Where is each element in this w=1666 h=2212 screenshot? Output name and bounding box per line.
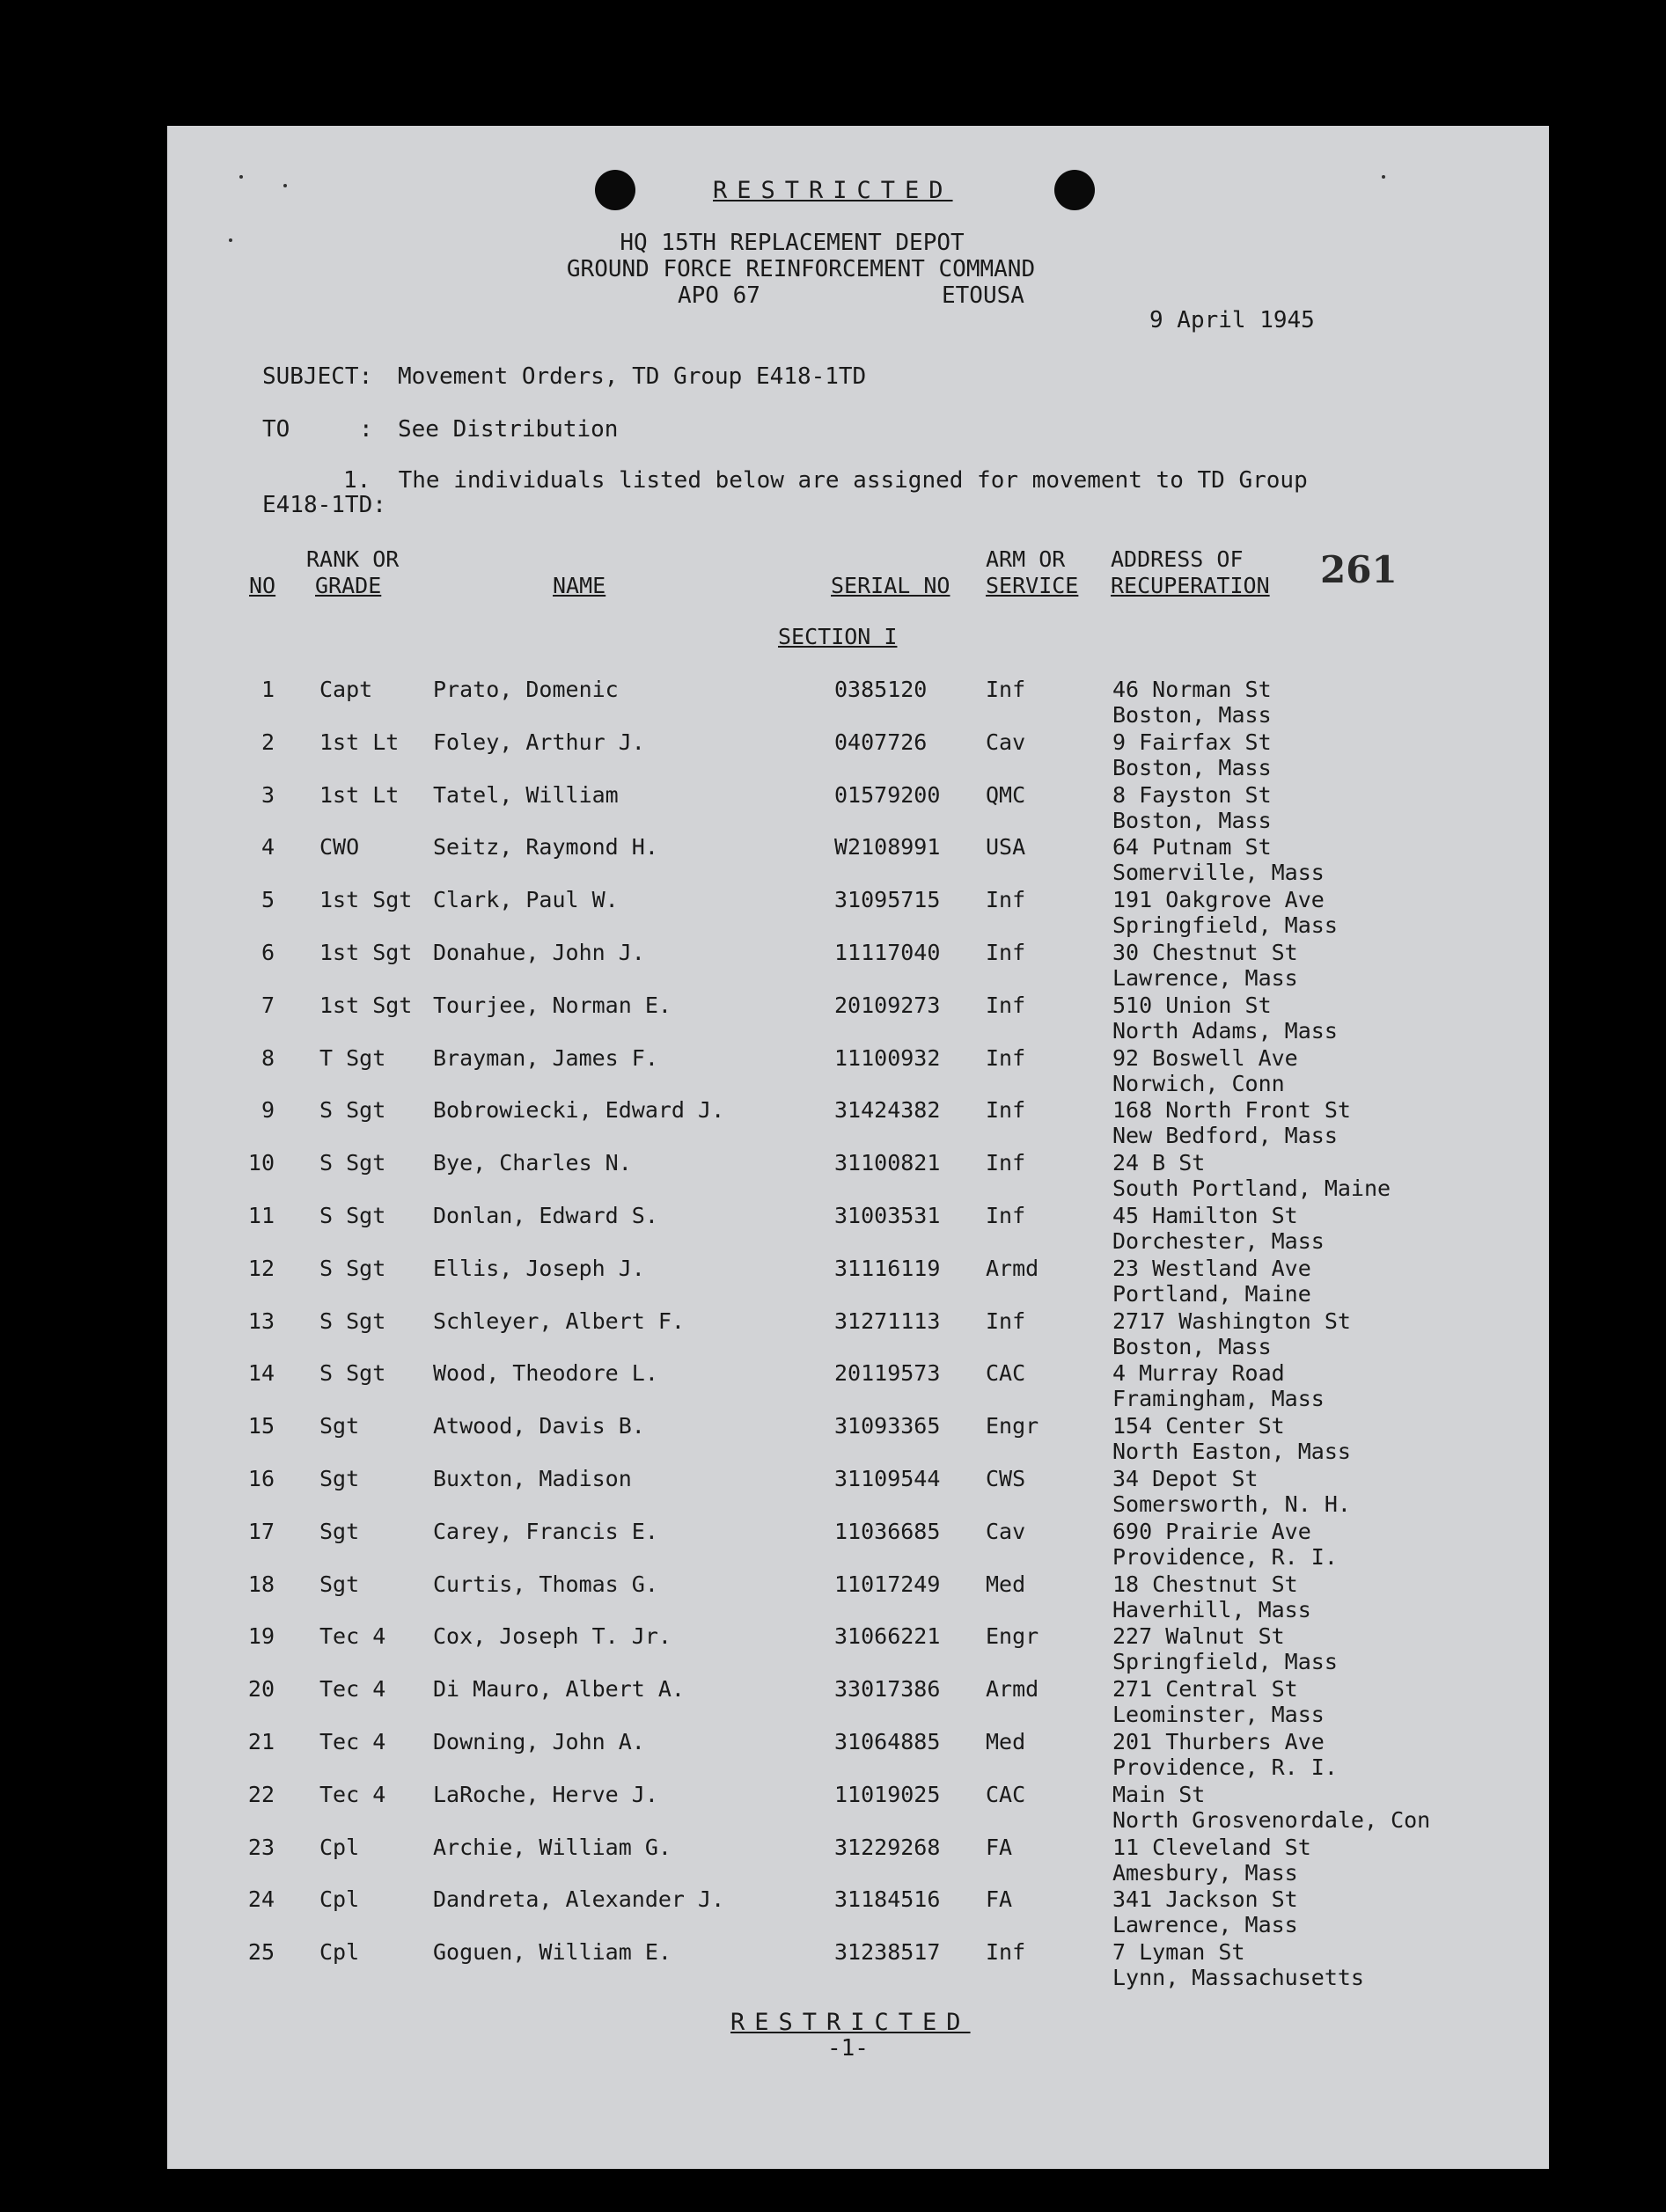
row-address-city: Portland, Maine	[1112, 1281, 1311, 1307]
row-no: 7	[261, 992, 275, 1018]
row-rank: Sgt	[319, 1413, 360, 1439]
row-serial: 20109273	[834, 992, 941, 1018]
speck	[283, 184, 287, 187]
row-arm: Inf	[986, 940, 1026, 965]
row-arm: Inf	[986, 1150, 1026, 1176]
row-arm: CAC	[986, 1782, 1026, 1807]
col-arm-line1: ARM OR	[986, 546, 1066, 572]
col-rank-line1: RANK OR	[306, 546, 400, 572]
row-no: 2	[261, 729, 275, 755]
row-serial: 31003531	[834, 1203, 941, 1228]
row-address-city: Leominster, Mass	[1112, 1702, 1325, 1727]
row-arm: Inf	[986, 887, 1026, 912]
row-address-city: Somersworth, N. H.	[1112, 1491, 1351, 1517]
row-no: 24	[247, 1886, 275, 1912]
row-address-city: Lawrence, Mass	[1112, 965, 1298, 991]
row-address-city: Somerville, Mass	[1112, 860, 1325, 885]
speck	[229, 238, 232, 242]
row-rank: 1st Lt	[319, 782, 400, 808]
document-date: 9 April 1945	[1149, 307, 1315, 333]
row-arm: Armd	[986, 1676, 1039, 1702]
row-arm: USA	[986, 834, 1026, 860]
col-rank-line2: GRADE	[315, 573, 382, 598]
paragraph-1-line-1: 1. The individuals listed below are assigned for movement to TD Group	[343, 467, 1308, 494]
row-arm: CAC	[986, 1360, 1026, 1386]
row-address-street: 154 Center St	[1112, 1413, 1285, 1439]
row-address-city: North Easton, Mass	[1112, 1439, 1351, 1464]
row-address-street: 8 Fayston St	[1112, 782, 1272, 808]
row-arm: Inf	[986, 1203, 1026, 1228]
row-arm: Inf	[986, 1939, 1026, 1965]
row-address-street: Main St	[1112, 1782, 1206, 1807]
row-serial: 31095715	[834, 887, 941, 912]
row-arm: Med	[986, 1729, 1026, 1754]
row-rank: Sgt	[319, 1519, 360, 1544]
row-address-street: 227 Walnut St	[1112, 1623, 1285, 1649]
col-addr-line1: ADDRESS OF	[1111, 546, 1244, 572]
row-no: 23	[247, 1835, 275, 1860]
row-name: Curtis, Thomas G.	[433, 1571, 658, 1597]
row-arm: Inf	[986, 677, 1026, 702]
classification-header: RESTRICTED	[713, 177, 953, 204]
row-name: Donahue, John J.	[433, 940, 645, 965]
row-serial: 01579200	[834, 782, 941, 808]
row-rank: T Sgt	[319, 1045, 386, 1071]
row-no: 22	[247, 1782, 275, 1807]
row-name: Schleyer, Albert F.	[433, 1308, 685, 1334]
to-label: TO	[262, 416, 290, 443]
row-rank: S Sgt	[319, 1256, 386, 1281]
row-arm: FA	[986, 1835, 1013, 1860]
page-number: -1-	[827, 2035, 869, 2062]
row-serial: 11100932	[834, 1045, 941, 1071]
row-serial: 0407726	[834, 729, 928, 755]
row-rank: Cpl	[319, 1939, 360, 1965]
speck	[1382, 175, 1385, 179]
row-serial: 33017386	[834, 1676, 941, 1702]
org-line-1: HQ 15TH REPLACEMENT DEPOT	[620, 230, 965, 256]
row-no: 13	[247, 1308, 275, 1334]
col-addr-line2: RECUPERATION	[1111, 573, 1270, 598]
row-address-city: Amesbury, Mass	[1112, 1860, 1298, 1886]
row-rank: 1st Lt	[319, 729, 400, 755]
row-arm: QMC	[986, 782, 1026, 808]
speck	[239, 175, 243, 179]
row-address-street: 11 Cleveland St	[1112, 1835, 1311, 1860]
row-address-street: 168 North Front St	[1112, 1097, 1351, 1123]
row-name: Wood, Theodore L.	[433, 1360, 658, 1386]
row-address-city: Lawrence, Mass	[1112, 1912, 1298, 1937]
row-address-street: 92 Boswell Ave	[1112, 1045, 1298, 1071]
row-name: Atwood, Davis B.	[433, 1413, 645, 1439]
row-rank: CWO	[319, 834, 360, 860]
row-arm: FA	[986, 1886, 1013, 1912]
row-no: 18	[247, 1571, 275, 1597]
row-serial: 31100821	[834, 1150, 941, 1176]
row-rank: Tec 4	[319, 1729, 386, 1754]
row-address-street: 7 Lyman St	[1112, 1939, 1245, 1965]
row-no: 5	[261, 887, 275, 912]
row-no: 1	[261, 677, 275, 702]
row-rank: 1st Sgt	[319, 887, 413, 912]
org-line-2: GROUND FORCE REINFORCEMENT COMMAND	[566, 256, 1036, 282]
row-no: 3	[261, 782, 275, 808]
row-rank: Tec 4	[319, 1676, 386, 1702]
row-address-city: Springfield, Mass	[1112, 912, 1338, 938]
document-page	[167, 126, 1549, 2169]
row-name: Donlan, Edward S.	[433, 1203, 658, 1228]
row-serial: 31238517	[834, 1939, 941, 1965]
theater: ETOUSA	[942, 282, 1024, 309]
row-address-city: Boston, Mass	[1112, 755, 1272, 780]
row-name: Brayman, James F.	[433, 1045, 658, 1071]
row-address-city: Boston, Mass	[1112, 1334, 1272, 1359]
row-address-street: 34 Depot St	[1112, 1466, 1259, 1491]
row-name: Buxton, Madison	[433, 1466, 632, 1491]
row-address-street: 690 Prairie Ave	[1112, 1519, 1311, 1544]
row-no: 6	[261, 940, 275, 965]
row-arm: Inf	[986, 1097, 1026, 1123]
row-name: Cox, Joseph T. Jr.	[433, 1623, 672, 1649]
row-no: 20	[247, 1676, 275, 1702]
punch-hole-right	[1054, 170, 1095, 210]
row-serial: 11017249	[834, 1571, 941, 1597]
row-serial: 31109544	[834, 1466, 941, 1491]
row-address-street: 191 Oakgrove Ave	[1112, 887, 1325, 912]
row-serial: 31093365	[834, 1413, 941, 1439]
row-serial: 11036685	[834, 1519, 941, 1544]
row-no: 9	[261, 1097, 275, 1123]
row-rank: Cpl	[319, 1886, 360, 1912]
row-name: Carey, Francis E.	[433, 1519, 658, 1544]
row-serial: 11019025	[834, 1782, 941, 1807]
apo-number: APO 67	[678, 282, 760, 309]
row-name: Clark, Paul W.	[433, 887, 619, 912]
row-address-city: South Portland, Maine	[1112, 1176, 1391, 1201]
row-arm: Armd	[986, 1256, 1039, 1281]
subject-text: Movement Orders, TD Group E418-1TD	[398, 363, 867, 390]
row-arm: Inf	[986, 1045, 1026, 1071]
row-rank: S Sgt	[319, 1308, 386, 1334]
to-separator: :	[359, 416, 373, 443]
row-no: 15	[247, 1413, 275, 1439]
row-address-street: 45 Hamilton St	[1112, 1203, 1298, 1228]
row-no: 21	[247, 1729, 275, 1754]
col-name: NAME	[553, 573, 606, 598]
row-address-city: Providence, R. I.	[1112, 1754, 1338, 1780]
row-address-city: Dorchester, Mass	[1112, 1228, 1325, 1254]
col-arm-line2: SERVICE	[986, 573, 1079, 598]
row-name: Goguen, William E.	[433, 1939, 672, 1965]
row-no: 25	[247, 1939, 275, 1965]
classification-footer: RESTRICTED	[730, 2009, 971, 2036]
row-serial: 31066221	[834, 1623, 941, 1649]
row-no: 11	[247, 1203, 275, 1228]
row-serial: 31271113	[834, 1308, 941, 1334]
row-no: 4	[261, 834, 275, 860]
row-name: Archie, William G.	[433, 1835, 672, 1860]
row-serial: 31229268	[834, 1835, 941, 1860]
row-serial: W2108991	[834, 834, 941, 860]
row-address-street: 64 Putnam St	[1112, 834, 1272, 860]
row-serial: 31064885	[834, 1729, 941, 1754]
row-serial: 11117040	[834, 940, 941, 965]
row-name: Seitz, Raymond H.	[433, 834, 658, 860]
row-arm: Engr	[986, 1623, 1039, 1649]
row-name: Foley, Arthur J.	[433, 729, 645, 755]
row-arm: Inf	[986, 992, 1026, 1018]
row-name: LaRoche, Herve J.	[433, 1782, 658, 1807]
row-address-city: Providence, R. I.	[1112, 1544, 1338, 1570]
row-address-city: Lynn, Massachusetts	[1112, 1965, 1364, 1990]
row-name: Di Mauro, Albert A.	[433, 1676, 685, 1702]
row-address-street: 46 Norman St	[1112, 677, 1272, 702]
row-rank: 1st Sgt	[319, 940, 413, 965]
row-address-city: Haverhill, Mass	[1112, 1597, 1311, 1622]
row-rank: Sgt	[319, 1571, 360, 1597]
row-serial: 31184516	[834, 1886, 941, 1912]
subject-label: SUBJECT:	[262, 363, 373, 390]
row-no: 8	[261, 1045, 275, 1071]
row-no: 10	[247, 1150, 275, 1176]
row-arm: Med	[986, 1571, 1026, 1597]
row-arm: Engr	[986, 1413, 1039, 1439]
to-text: See Distribution	[398, 416, 619, 443]
row-rank: S Sgt	[319, 1150, 386, 1176]
row-address-city: North Adams, Mass	[1112, 1018, 1338, 1044]
row-serial: 31424382	[834, 1097, 941, 1123]
row-name: Prato, Domenic	[433, 677, 619, 702]
row-name: Tatel, William	[433, 782, 619, 808]
row-name: Downing, John A.	[433, 1729, 645, 1754]
row-name: Bye, Charles N.	[433, 1150, 632, 1176]
row-rank: Tec 4	[319, 1782, 386, 1807]
col-serial: SERIAL NO	[831, 573, 950, 598]
punch-hole-left	[595, 170, 635, 210]
row-serial: 20119573	[834, 1360, 941, 1386]
row-address-street: 30 Chestnut St	[1112, 940, 1298, 965]
row-address-city: Framingham, Mass	[1112, 1386, 1325, 1411]
row-address-city: New Bedford, Mass	[1112, 1123, 1338, 1148]
col-no: NO	[249, 573, 276, 598]
row-rank: S Sgt	[319, 1203, 386, 1228]
row-name: Tourjee, Norman E.	[433, 992, 672, 1018]
row-address-street: 510 Union St	[1112, 992, 1272, 1018]
row-serial: 0385120	[834, 677, 928, 702]
row-rank: Cpl	[319, 1835, 360, 1860]
row-address-city: Norwich, Conn	[1112, 1071, 1285, 1096]
row-address-street: 341 Jackson St	[1112, 1886, 1298, 1912]
row-rank: 1st Sgt	[319, 992, 413, 1018]
row-no: 12	[247, 1256, 275, 1281]
row-address-city: North Grosvenordale, Con	[1112, 1807, 1431, 1833]
row-arm: CWS	[986, 1466, 1026, 1491]
row-no: 19	[247, 1623, 275, 1649]
row-address-city: Boston, Mass	[1112, 808, 1272, 833]
row-address-street: 201 Thurbers Ave	[1112, 1729, 1325, 1754]
row-name: Ellis, Joseph J.	[433, 1256, 645, 1281]
row-no: 14	[247, 1360, 275, 1386]
page-number-stamp: 261	[1320, 548, 1398, 591]
row-rank: Capt	[319, 677, 373, 702]
row-rank: S Sgt	[319, 1360, 386, 1386]
row-address-street: 24 B St	[1112, 1150, 1206, 1176]
paragraph-1-line-2: E418-1TD:	[262, 492, 386, 518]
row-arm: Inf	[986, 1308, 1026, 1334]
row-name: Bobrowiecki, Edward J.	[433, 1097, 725, 1123]
row-address-city: Boston, Mass	[1112, 702, 1272, 728]
row-address-street: 271 Central St	[1112, 1676, 1298, 1702]
row-arm: Cav	[986, 729, 1026, 755]
row-address-city: Springfield, Mass	[1112, 1649, 1338, 1674]
row-address-street: 23 Westland Ave	[1112, 1256, 1311, 1281]
row-serial: 31116119	[834, 1256, 941, 1281]
row-no: 17	[247, 1519, 275, 1544]
row-rank: S Sgt	[319, 1097, 386, 1123]
row-address-street: 9 Fairfax St	[1112, 729, 1272, 755]
section-title: SECTION I	[778, 624, 898, 649]
row-arm: Cav	[986, 1519, 1026, 1544]
row-name: Dandreta, Alexander J.	[433, 1886, 725, 1912]
row-address-street: 2717 Washington St	[1112, 1308, 1351, 1334]
row-rank: Sgt	[319, 1466, 360, 1491]
row-no: 16	[247, 1466, 275, 1491]
row-address-street: 18 Chestnut St	[1112, 1571, 1298, 1597]
row-address-street: 4 Murray Road	[1112, 1360, 1285, 1386]
row-rank: Tec 4	[319, 1623, 386, 1649]
